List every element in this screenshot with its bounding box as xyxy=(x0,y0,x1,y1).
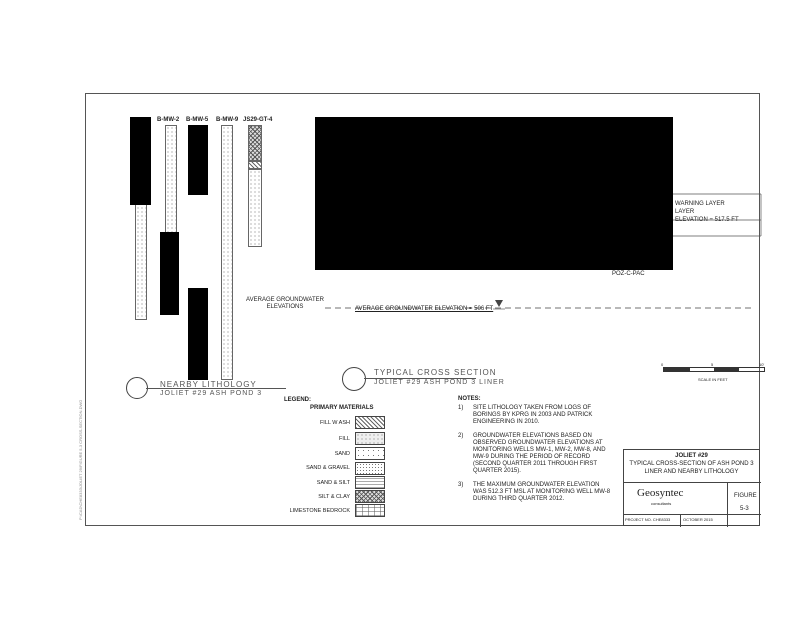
legend-swatch-sand-gravel xyxy=(355,462,385,475)
note-3-line-3: DURING THIRD QUARTER 2012. xyxy=(473,496,565,502)
note-2-line-4: MW-9 DURING THE PERIOD OF RECORD xyxy=(473,454,591,460)
section-sub-right: JOLIET #29 ASH POND 3 LINER xyxy=(374,379,505,386)
note-1-line-1: SITE LITHOLOGY TAKEN FROM LOGS OF xyxy=(473,405,592,411)
scale-zero: 0 xyxy=(661,362,664,367)
legend-swatch-fill xyxy=(355,432,385,445)
title-line-1: JOLIET #29 xyxy=(675,453,708,459)
redaction-block-1 xyxy=(130,117,151,205)
company-name: Geosyntec xyxy=(637,487,684,499)
figure-label: FIGURE xyxy=(734,493,757,499)
liner-lines xyxy=(673,190,763,250)
avg-gw-label-main: AVERAGE GROUNDWATER ELEVATION = 506 FT xyxy=(355,306,494,312)
scale-caption: SCALE IN FEET xyxy=(698,377,728,382)
redaction-block-2 xyxy=(160,232,179,315)
scale-mid: 5 xyxy=(711,362,714,367)
legend-label-fill: FILL xyxy=(338,436,350,442)
note-2-line-3: MONITORING WELLS MW-1, MW-2, MW-8, AND xyxy=(473,447,606,453)
section-title-left: NEARBY LITHOLOGY xyxy=(160,380,257,389)
section-marker-left xyxy=(126,377,148,399)
note-1-line-2: BORINGS BY KPRG IN 2003 AND PATRICK xyxy=(473,412,593,418)
boring-js29-bottom xyxy=(248,169,262,247)
note-3-line-1: THE MAXIMUM GROUNDWATER ELEVATION xyxy=(473,482,600,488)
scale-max: 10' xyxy=(759,362,765,367)
section-marker-right xyxy=(342,367,366,391)
title-block-divider-1 xyxy=(624,482,761,483)
boring-js29-top xyxy=(248,125,262,161)
section-sub-left: JOLIET #29 ASH POND 3 xyxy=(160,390,263,397)
title-block-divider-4 xyxy=(680,514,681,527)
note-1-num: 1) xyxy=(458,405,464,411)
legend-swatch-fill-ash xyxy=(355,416,385,429)
note-2-line-2: OBSERVED GROUNDWATER ELEVATIONS AT xyxy=(473,440,603,446)
legend-swatch-silt-clay xyxy=(355,490,385,503)
boring-label-js29: JS29-GT-4 xyxy=(243,117,273,123)
boring-column-bmw9 xyxy=(218,125,236,380)
legend-label-fill-ash: FILL W ASH xyxy=(319,420,350,426)
title-line-2: TYPICAL CROSS-SECTION OF ASH POND 3 xyxy=(629,461,754,467)
boring-column-js29 xyxy=(248,125,264,247)
legend-label-sand: SAND xyxy=(334,451,350,457)
redaction-block-4 xyxy=(188,288,208,380)
note-3-line-2: WAS 512.3 FT MSL AT MONITORING WELL MW-8 xyxy=(473,489,611,495)
legend-swatch-limestone xyxy=(355,504,385,517)
company-sub: consultants xyxy=(651,501,672,506)
boring-label-bmw2: B-MW-2 xyxy=(157,117,180,123)
note-2-line-6: QUARTER 2015). xyxy=(473,468,521,474)
title-block-divider-3 xyxy=(727,482,728,527)
layer-label: LAYER xyxy=(675,209,695,215)
legend-title: LEGEND: xyxy=(284,397,311,403)
scale-bar xyxy=(663,367,765,372)
legend-label-sand-gravel: SAND & GRAVEL xyxy=(306,465,350,471)
redaction-block-3 xyxy=(188,125,208,195)
legend-subtitle: PRIMARY MATERIALS xyxy=(310,405,374,411)
note-1-line-3: ENGINEERING IN 2010. xyxy=(473,419,540,425)
legend-swatch-sand-silt xyxy=(355,476,385,489)
title-block-divider-2 xyxy=(624,514,761,515)
legend-swatch-sand xyxy=(355,447,385,460)
boring-label-bmw5: B-MW-5 xyxy=(186,117,209,123)
elevation-label: ELEVATION = 517.5 FT xyxy=(675,217,739,223)
boring-js29-mid xyxy=(248,161,262,169)
figure-number: 5-3 xyxy=(740,506,749,512)
note-2-line-5: (SECOND QUARTER 2011 THROUGH FIRST xyxy=(473,461,598,467)
note-2-num: 2) xyxy=(458,433,464,439)
avg-gw-label-left: AVERAGE GROUNDWATER ELEVATIONS xyxy=(246,297,324,310)
note-3-num: 3) xyxy=(458,482,464,488)
side-file-path: P:\CAD\CHE8333\JOLIET 29\FIGURE 5-3 CROSS-SECTION.DWG xyxy=(78,399,83,520)
project-number: PROJECT NO. CHE8333 xyxy=(625,517,671,522)
title-line-3: LINER AND NEARBY LITHOLOGY xyxy=(644,469,739,475)
legend-label-limestone: LIMESTONE BEDROCK xyxy=(289,508,350,514)
legend-label-silt-clay: SILT & CLAY xyxy=(318,494,350,500)
warning-layer-label: WARNING LAYER xyxy=(675,201,725,207)
notes-title: NOTES: xyxy=(458,396,481,402)
redaction-block-5 xyxy=(315,117,673,270)
pozc-label: POZ-C-PAC xyxy=(612,271,645,277)
boring-label-bmw9: B-MW-9 xyxy=(216,117,239,123)
note-2-line-1: GROUNDWATER ELEVATIONS BASED ON xyxy=(473,433,592,439)
boring-bmw9-fill xyxy=(221,125,233,380)
legend-label-sand-silt: SAND & SILT xyxy=(316,480,350,486)
project-date: OCTOBER 2015 xyxy=(683,517,713,522)
section-title-right: TYPICAL CROSS SECTION xyxy=(374,368,497,377)
